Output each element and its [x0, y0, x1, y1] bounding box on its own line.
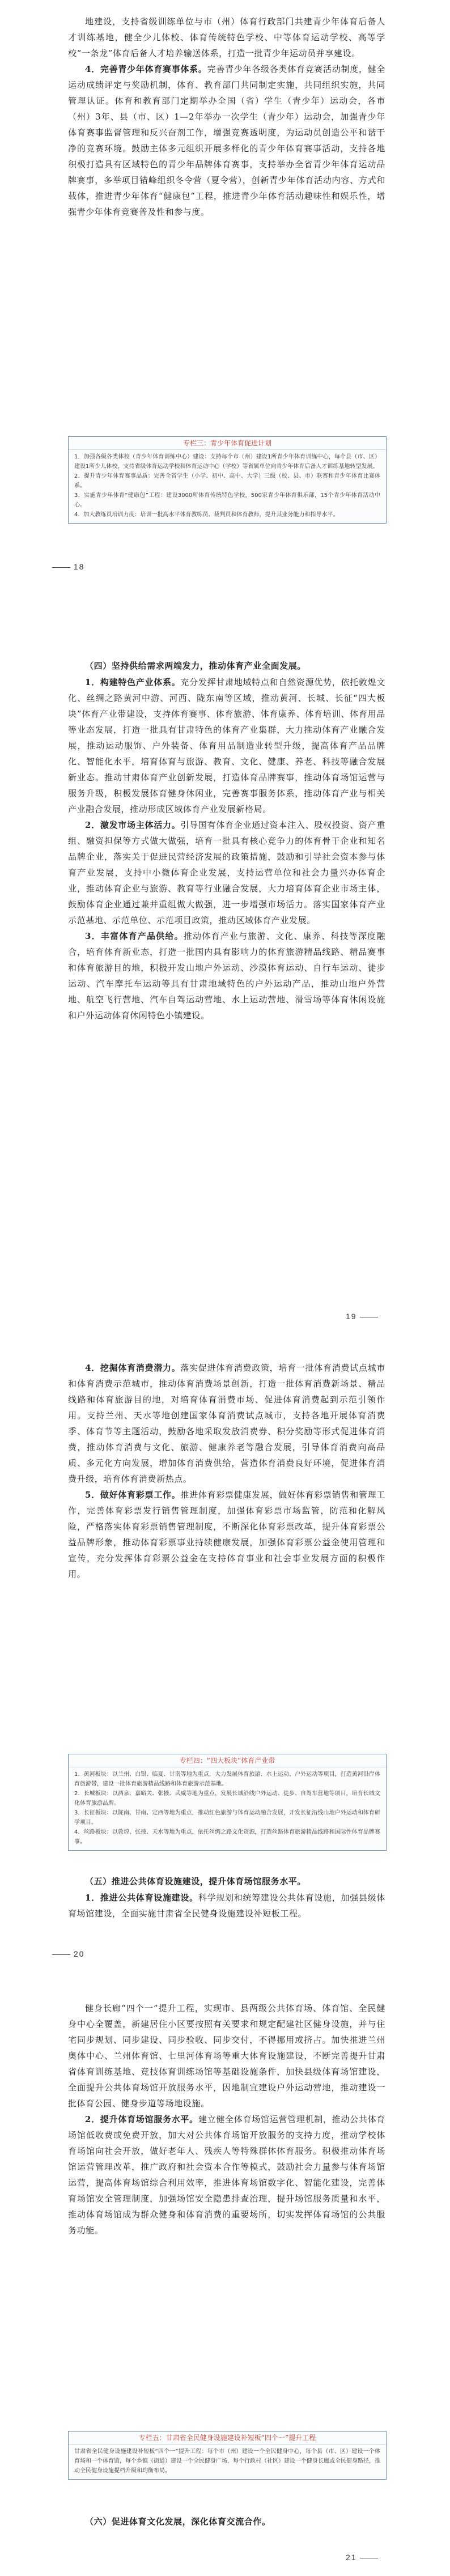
section4-heading: 4．挖掘体育消费潜力。 — [85, 1363, 181, 1373]
section5-heading: 5．做好体育彩票工作。 — [85, 1490, 181, 1500]
sidebar-box-industry-belts — [68, 1754, 387, 1851]
box-item: 甘肃省全民健身设施建设补短板“四个一”提升工程：每个市（州）建设一个全民健身中心，每个县（市、区）建设一个体育场和一个体育馆，每个乡镇（街道）建设一个全民健身广场，每个行政村（社区）建设一个健身长廊或全民健身路径，推动全民健身设施提档升级和均衡布局。 — [74, 2449, 380, 2474]
page-number-21 — [346, 2553, 378, 2562]
sub1-heading: 1．推进公共体育设施建设。 — [85, 1893, 198, 1903]
page-21-tail — [68, 2513, 385, 2530]
section5-text: 推进体育彩票健康发展，做好体育彩票销售和管理工作，完善体育彩票发行销售管理制度，加强体育彩票市场监管，防范和化解风险，严格落实体育彩票销售管理制度，不断深化体育彩票改革，提升体育彩票公益品牌形象，推动体育彩票事业持续健康发展，加强体育彩票公益金使用管理和宣传，充分发挥体育彩票公益金在支持体育事业和社会事业发展方面的积极作用。 — [68, 1490, 385, 1579]
section3-text: 推动体育产业与旅游、文化、康养、科技等深度融合，培育体育新业态，打造一批国内具有影响力的体育旅游精品线路、精品赛事和体育旅游目的地，积极开发山地户外运动、沙漠体育运动、自行车运动、徒步运动、汽车摩托车运动等具有甘肃地域特色的户外运动产品，推动山地户外营地、航空飞行营地、汽车自驾运动营地、水上运动营地、滑雪场等体育休闲设施和户外运动体育休闲特色小镇建设。 — [68, 931, 385, 1021]
page20-section4-paragraph — [68, 1360, 385, 1487]
box-title: 专栏三：青少年体育促进计划 — [69, 437, 386, 450]
section4-text: 完善青少年各级各类体育竞赛活动制度，健全运动成绩评定与奖励机制，体育、教育部门共同制定实施，共同组织实施，共同管理认证。体育和教育部门定期举办全国（省）学生（青少年）运动会，各市（州）3年、县（市、区）1—2年举办一次学生（青少年）运动会，加强青少年体育赛事监督管理和反兴奋剂工作，增强竞赛透明度，为运动员创造公平和谐干净的竞赛环境。鼓励主体多元组织开展多样化的青少年体育赛事活动，支持各地积极打造具有区域特色的青少年品牌体育赛事，支持举办全省青少年体育运动品牌赛事，多举项目错峰组织冬令营（夏令营），创新青少年体育活动内容、方式和载体，推进青少年体育“健康包”工程，推进青少年体育活动趣味性和娱乐性，增强青少年体育竞赛普及性和参与度。 — [68, 64, 385, 217]
section1-text: 充分发挥甘肃地域特点和自然资源优势，依托敦煌文化、丝绸之路黄河中游、河西、陇东南等区域，推动黄河、长城、长征“四大板块”体育产业带建设，支持体育赛事、体育旅游、体育康养、体育培训、体育用品等业态发展，打造一批具有甘肃特色的体育产业集群，大力推动体育产业融合发展，推动运动服饰、户外装备、体育用品制造业转型升级，提高体育产品品牌化、智能化水平，培育体育与旅游、教育、文化、健康、养老、科技等融合发展新业态。推动甘肃体育产业创新发展，打造体育品牌赛事，推动体育场馆运营与服务升级，积极发展体育健身休闲业，完善赛事服务体系，推动体育产业与相关产业融合发展，推动形成区域体育产业发展新格局。 — [68, 677, 385, 814]
section6-main-heading: （六）促进体育文化发展，深化体育交流合作。 — [85, 2517, 271, 2527]
page-number-20 — [52, 1949, 84, 1958]
section2-text: 建立健全体育场馆运营管理机制，推动公共体育场馆低收费或免费开放，加大对公共体育场馆开放服务的支持力度，推动学校体育场馆向社会开放，做好老年人、残疾人等特殊群体体育服务。积极推动体育场馆运营管理改革，推广政府和社会资本合作等模式，鼓励社会力量参与体育场馆运营，提高体育场馆综合利用效率，推进体育场馆数字化、智能化建设，完善体育场馆安全管理制度，加强场馆安全隐患排查治理，提升场馆服务质量和水平，推动体育场馆成为群众健身和体育消费的重要场所，切实发挥体育场馆的公共服务功能。 — [68, 2114, 385, 2235]
page-20 — [0, 1343, 450, 1972]
page-21 — [0, 1983, 450, 2576]
page-number-19 — [346, 1312, 378, 1321]
box-body — [69, 1767, 386, 1850]
page19-section2-paragraph — [68, 817, 385, 928]
page19-section3-paragraph — [68, 928, 385, 1023]
section5-main-heading: （五）推进公共体育设施建设，提升体育场馆服务水平。 — [85, 1876, 307, 1886]
box-body — [69, 2445, 386, 2479]
box-item: 2．长城板块：以酒泉、嘉峪关、张掖、武威等地为重点，发展长城沿线户外运动、徒步、自驾车营地等项目，培育长城文化体育旅游品牌。 — [74, 1791, 380, 1806]
page-number-text: 18 — [73, 562, 85, 571]
section1-heading: 1．构建特色产业体系。 — [85, 677, 181, 687]
sidebar-box-facility-upgrade — [68, 2431, 387, 2480]
page19-section1-paragraph — [68, 674, 385, 817]
section4-main-heading: （四）坚持供给需求两端发力，推动体育产业全面发展。 — [85, 661, 307, 671]
page21-section2-paragraph — [68, 2111, 385, 2238]
page20-section5-paragraph — [68, 1487, 385, 1582]
box-body — [69, 450, 386, 523]
page-21-body — [68, 2000, 385, 2238]
box-item: 3．实施青少年体育“健康包”工程：建设3000所体育传统特色学校，500家青少年体育俱乐部，15个青少年体育活动中心。 — [74, 492, 380, 508]
page-number-18 — [52, 562, 84, 571]
box-title: 专栏四：“四大板块”体育产业带 — [69, 1754, 386, 1767]
section2-heading: 2．激发市场主体活力。 — [85, 820, 181, 830]
page18-section4-paragraph — [68, 61, 385, 220]
page-19 — [0, 635, 450, 1337]
page-number-text: 21 — [346, 2553, 357, 2562]
box-item: 2．提升青少年体育赛事品质：完善全省学生（小学、初中、高中、大学）三级（校、县、市）联赛和青少年体育比赛体系。 — [74, 473, 380, 489]
section4-heading: 4．完善青少年体育赛事体系。 — [85, 64, 207, 74]
section2-text: 引导国有体育企业通过资本注入、股权投资、资产重组、融资担保等方式做大做强，培育一批具有核心竞争力的体育骨干企业和知名品牌企业，落实关于促进民营经济发展的政策措施，鼓励和引导社会资本参与体育产业发展，支持中小微体育企业发展，支持运营单位和社会力量兴办体育企业，推动体育企业与旅游、教育等行业融合发展，大力培育体育企业市场主体，鼓励体育企业通过兼并重组做大做强，进一步增强市场活力。落实国家体育产业示范基地、示范单位、示范项目政策，推动区域体育产业发展。 — [68, 820, 385, 925]
page-18 — [0, 0, 450, 587]
page-20-body — [68, 1360, 385, 1582]
page21-intro-paragraph: 健身长廊“四个一”提升工程，实现市、县两级公共体育场、体育馆、全民健身中心全覆盖，新建居住小区要按照有关要求和规定配建社区健身设施，并与住宅同步规划、同步建设、同步验收、同步交付，不得挪用或挤占。加快推进兰州奥体中心、兰州体育馆、七里河体育场等重大体育设施建设，不断完善提升甘肃省体育训练基地、竞技体育训练场馆等基础设施条件，加快县级体育场馆建设，全面提升公共体育场馆开放服务水平，因地制宜建设户外运动营地，推动建设一批体育公园、健身步道等场地设施。 — [68, 2003, 385, 2109]
sub1-text: 科学规划和统筹建设公共体育设施，加强县级体育场馆建设，全面实施甘肃省全民健身设施建设补短板工程。 — [68, 1893, 385, 1919]
page-number-text: 19 — [346, 1312, 357, 1321]
rule-left — [52, 1954, 70, 1955]
page-18-body — [68, 14, 385, 220]
page-19-body — [68, 657, 385, 1023]
page20-sub1-paragraph — [68, 1890, 385, 1922]
box-item: 1．加强各级各类体校（青少年体育训练中心）建设：支持每个市（州）建设1所青少年体育训练中心，每个县（市、区）建设1所少儿体校，支持省级体育运动学校和体育运动中心（学校）等省属单位向青少年体育后备人才训练基地转型发展。 — [74, 454, 380, 470]
box-item: 1．黄河板块：以兰州、白银、临夏、甘南等地为重点，大力发展体育旅游、水上运动、户外运动等项目，打造黄河沿岸体育旅游带，建设一批体育旅游精品线路和体育旅游示范基地。 — [74, 1771, 380, 1787]
section3-heading: 3．丰富体育产品供给。 — [85, 931, 184, 941]
box-item: 3．长征板块：以陇南、甘南、定西等地为重点，推动红色旅游与体育运动融合发展，开发长征沿线山地户外运动和体育研学项目。 — [74, 1810, 380, 1826]
section2-heading: 2．提升体育场馆服务水平。 — [85, 2114, 198, 2124]
box-item: 4．丝路板块：以敦煌、张掖、天水等地为重点，依托丝绸之路文化资源，打造丝路体育旅游精品线路和国际性体育品牌赛事。 — [74, 1829, 380, 1845]
box-item: 4．加大教练员培训力度：培训一批高水平体育教练员、裁判员和体育教师，提升其业务能力和指导水平。 — [74, 512, 339, 518]
page-20-tail — [68, 1873, 385, 1922]
page-number-text: 20 — [73, 1949, 85, 1958]
page18-intro-paragraph: 地建设，支持省级训练单位与市（州）体育行政部门共建青少年体育后备人才训练基地，健全少儿体校、体育传统特色学校、中等体育运动学校、高等学校“一条龙”体育后备人才培养输送体系，打造一批青少年运动员并享建设。 — [68, 16, 385, 58]
rule-left — [52, 567, 70, 568]
section4-text: 落实促进体育消费政策，培育一批体育消费试点城市和体育消费示范城市，推动体育消费场景创新，打造一批体育消费新场景、精品线路和体育旅游目的地，对培育体育消费市场、促进体育消费起到示范引领作用。支持兰州、天水等地创建国家体育消费试点城市，支持各地开展体育消费季、体育节等主题活动，鼓励各地采取发放消费券、积分奖励等形式促进体育消费，推动体育消费与文化、旅游、健康养老等融合发展，引导体育消费向高品质、多元化方向发展，增加体育消费供给，营造体育消费良好环境，促进体育消费升级，培育体育消费新热点。 — [68, 1363, 385, 1484]
sidebar-box-youth-plan — [68, 436, 387, 524]
box-title: 专栏五：甘肃省全民健身设施建设补短板“四个一”提升工程 — [69, 2432, 386, 2445]
